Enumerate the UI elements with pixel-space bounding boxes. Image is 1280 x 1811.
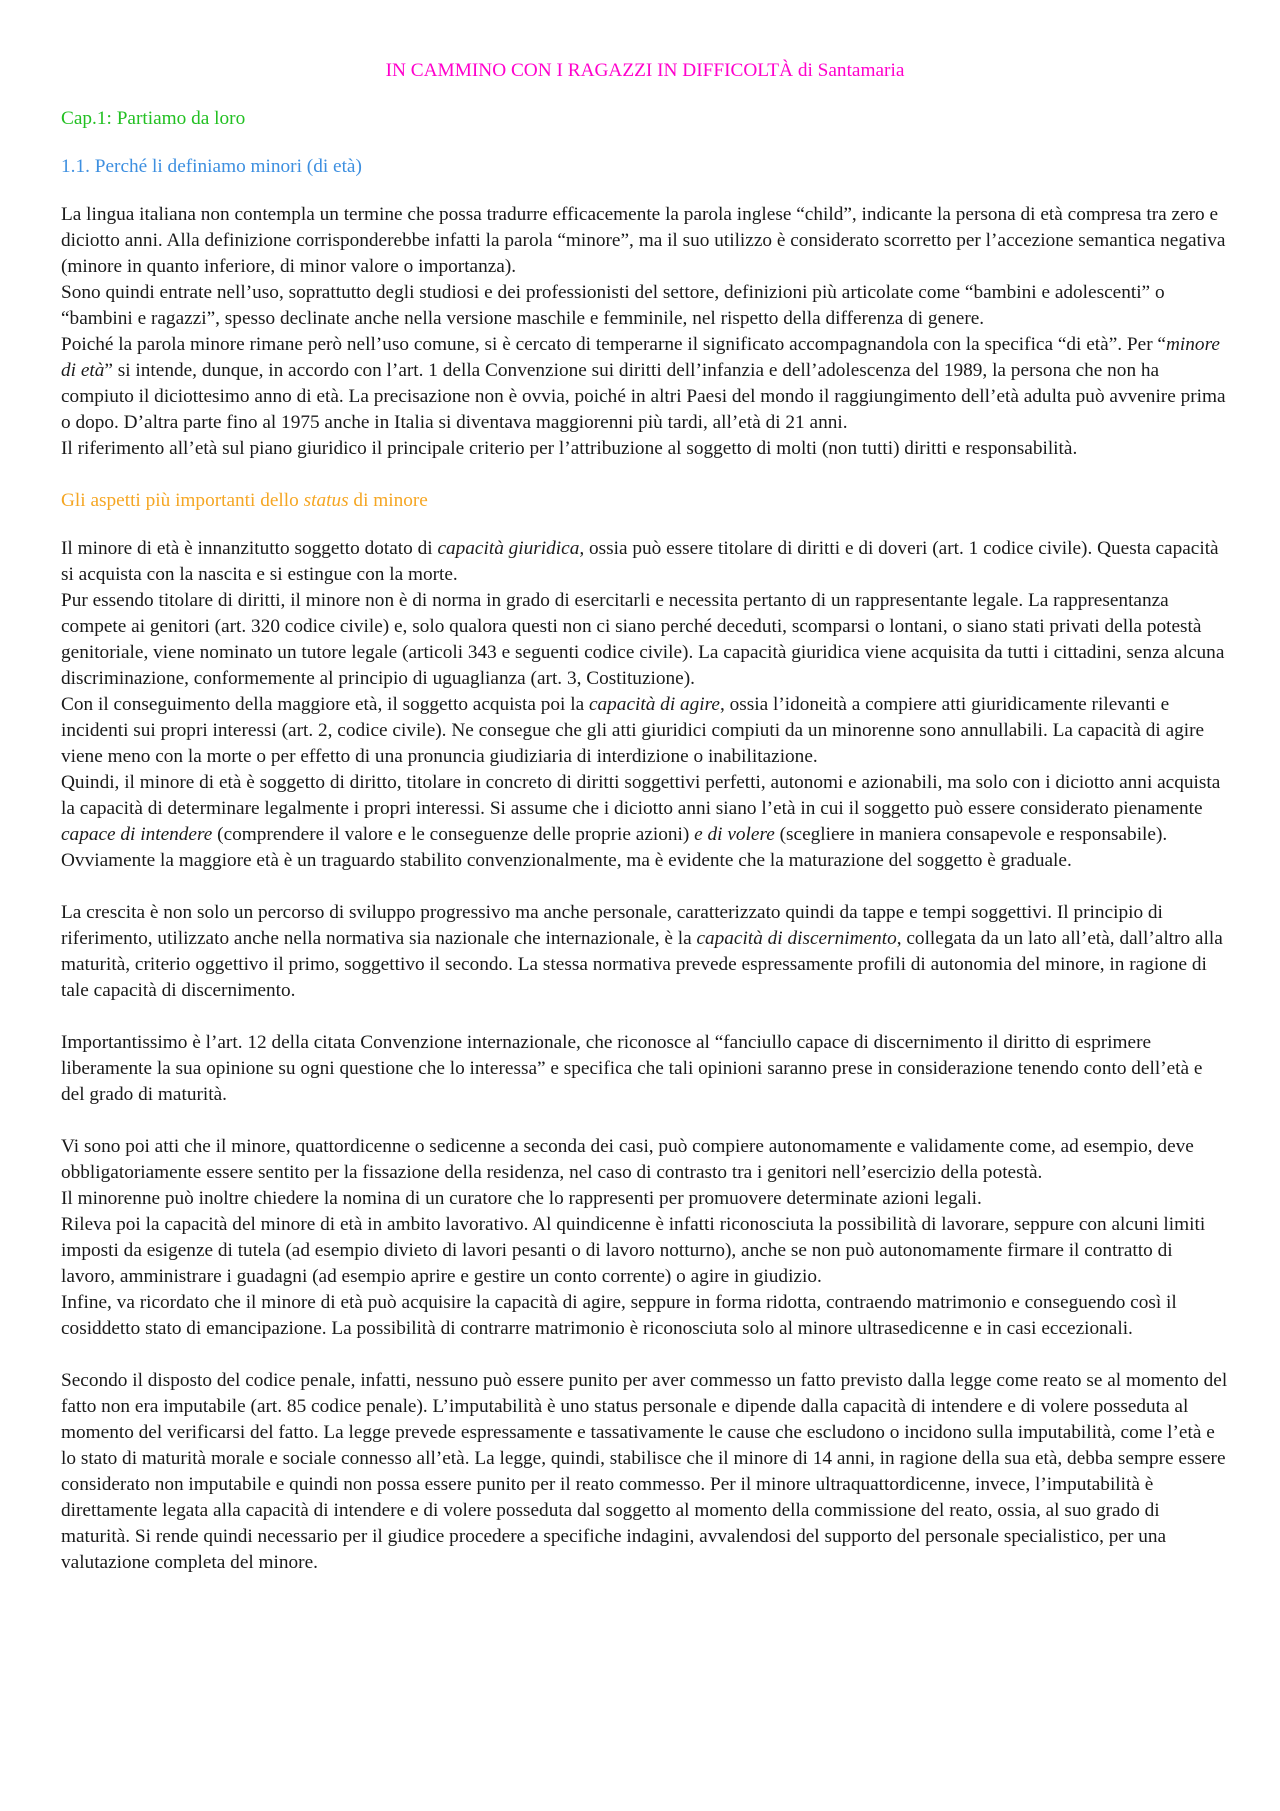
italic-term: e di volere — [694, 824, 775, 845]
paragraph: La lingua italiana non contempla un termine che possa tradurre efficacemente la parola inglese “child”, indicante la persona di età compresa tra zero e diciotto anni. Alla definizione corrisponderebbe infatti la parola “minore”, ma il suo utilizzo è considerato scorretto per l’accezione semantica negativa (minore in quanto inferiore, di minor valore o importanza). — [61, 204, 1226, 277]
paragraph — [61, 332, 1229, 436]
text-run: ” si intende, dunque, in accordo con l’art. 1 della Convenzione sui diritti dell’infanzia e dell’adolescenza del 1989, la persona che non ha compiuto il diciottesimo anno di età. La precisazione non è ovvia, poiché in altri Paesi del mondo il raggiungimento dell’età adulta può avvenire prima o dopo. D’altra parte fino al 1975 anche in Italia si diventava maggiorenni più tardi, all’età di 21 anni. — [61, 360, 1226, 433]
italic-term: capacità di discernimento — [696, 928, 897, 949]
text-run: Gli aspetti più importanti dello — [61, 490, 304, 511]
italic-term: status — [303, 490, 349, 511]
text-run: Il minore di età è innanzitutto soggetto dotato di — [61, 538, 438, 559]
subheading — [61, 488, 1229, 514]
paragraph: Vi sono poi atti che il minore, quattordicenne o sedicenne a seconda dei casi, può compiere autonomamente e validamente come, ad esempio, deve obbligatoriamente essere sentito per la fissazione della residenza, nel caso di contrasto tra i genitori nell’esercizio della potestà. — [61, 1136, 1194, 1183]
paragraph — [61, 692, 1229, 770]
text-run: Con il conseguimento della maggiore età, il soggetto acquista poi la — [61, 694, 589, 715]
text-run: (comprendere il valore e le conseguenze delle proprie azioni) — [212, 824, 695, 845]
paragraph: Infine, va ricordato che il minore di età può acquisire la capacità di agire, seppure in forma ridotta, contraendo matrimonio e conseguendo così il cosiddetto stato di emancipazione. La possibilità di contrarre matrimonio è riconosciuta solo al minore ultrasedicenne e in casi eccezionali. — [61, 1292, 1177, 1339]
paragraph-block-acts — [61, 1134, 1229, 1342]
chapter-heading: Cap.1: Partiamo da loro — [61, 108, 246, 129]
paragraph-block-convention — [61, 1030, 1229, 1108]
text-run: Quindi, il minore di età è soggetto di diritto, titolare in concreto di diritti soggettivi perfetti, autonomi e azionabili, ma solo con i diciotto anni acquista la capacità di determinare legalmente i propri interessi. Si assume che i diciotto anni siano l’età in cui il soggetto può essere considerato pienamente — [61, 772, 1221, 819]
paragraph: Sono quindi entrate nell’uso, soprattutto degli studiosi e dei professionisti del settore, definizioni più articolate come “bambini e adolescenti” o “bambini e ragazzi”, spesso declinate anche nella versione maschile e femminile, nel rispetto della differenza di genere. — [61, 282, 1165, 329]
paragraph: Secondo il disposto del codice penale, infatti, nessuno può essere punito per aver commesso un fatto previsto dalla legge come reato se al momento del fatto non era imputabile (art. 85 codice penale). L’imputabilità è uno status personale e dipende dalla capacità di intendere e di volere posseduta al momento del verificarsi del fatto. La legge prevede espressamente e tassativamente le cause che escludono o incidono sulla imputabilità, come l’età e lo stato di maturità morale e sociale connesso all’età. La legge, quindi, stabilisce che il minore di 14 anni, in ragione della sua età, debba sempre essere considerato non imputabile e quindi non possa essere punito per il reato commesso. Per il minore ultraquattordicenne, invece, l’imputabilità è direttamente legata alla capacità di intendere e di volere posseduta dal soggetto al momento della commissione del reato, ossia, al suo grado di maturità. Si rende quindi necessario per il giudice procedere a specifiche indagini, avvalendosi del supporto del personale specialistico, per una valutazione completa del minore. — [61, 1370, 1228, 1573]
italic-term: capace di intendere — [61, 824, 213, 845]
text-run: La crescita è non solo un percorso di sviluppo progressivo ma anche personale, caratterizzato quindi da tappe e tempi soggettivi. Il principio di riferimento, utilizzato anche nella normativa sia nazionale che internazionale, è la — [61, 902, 1163, 949]
paragraph-block-penal — [61, 1368, 1229, 1576]
paragraph — [61, 900, 1229, 1004]
paragraph: Pur essendo titolare di diritti, il minore non è di norma in grado di esercitarli e necessita pertanto di un rappresentante legale. La rappresentanza compete ai genitori (art. 320 codice civile) e, solo qualora questi non ci siano perché deceduti, scomparsi o lontani, o siano stati privati della potestà genitoriale, viene nominato un tutore legale (articoli 343 e seguenti codice civile). La capacità giuridica viene acquisita da tutti i cittadini, senza alcuna discriminazione, conformemente al principio di uguaglianza (art. 3, Costituzione). — [61, 590, 1225, 689]
paragraph-block-status — [61, 536, 1229, 874]
text-run: Poiché la parola minore rimane però nell’uso comune, si è cercato di temperarne il significato accompagnandola con la specifica “di età”. Per “ — [61, 334, 1166, 355]
document-page — [61, 58, 1229, 1602]
italic-term: minore di età — [61, 334, 1220, 381]
text-run: , ossia l’idoneità a compiere atti giuridicamente rilevanti e incidenti sui propri interessi (art. 2, codice civile). Ne consegue che gli atti giuridici compiuti da un minorenne sono annullabili. La capacità di agire viene meno con la morte o per effetto di una pronuncia giudiziaria di interdizione o inabilitazione. — [61, 694, 1205, 767]
text-run: di minore — [348, 490, 428, 511]
paragraph: Il riferimento all’età sul piano giuridico il principale criterio per l’attribuzione al soggetto di molti (non tutti) diritti e responsabilità. — [61, 438, 1078, 459]
paragraph: Il minorenne può inoltre chiedere la nomina di un curatore che lo rappresenti per promuovere determinate azioni legali. — [61, 1188, 982, 1209]
italic-term: capacità di agire — [588, 694, 720, 715]
italic-term: capacità giuridica, — [437, 538, 585, 559]
text-run: , collegata da un lato all’età, dall’altro alla maturità, criterio oggettivo il primo, soggettivo il secondo. La stessa normativa prevede espressamente profili di autonomia del minore, in ragione di tale capacità di discernimento. — [61, 928, 1223, 1001]
document-title: IN CAMMINO CON I RAGAZZI IN DIFFICOLTÀ di Santamaria — [385, 60, 905, 81]
text-run: ossia può essere titolare di diritti e di doveri (art. 1 codice civile). Questa capacità si acquista con la nascita e si estingue con la morte. — [61, 538, 1219, 585]
paragraph: Importantissimo è l’art. 12 della citata Convenzione internazionale, che riconosce al “fanciullo capace di discernimento il diritto di esprimere liberamente la sua opinione su ogni questione che lo interessa” e specifica che tali opinioni saranno prese in considerazione tenendo conto dell’età e del grado di maturità. — [61, 1032, 1203, 1105]
paragraph-block-growth — [61, 900, 1229, 1004]
paragraph — [61, 770, 1229, 874]
paragraph — [61, 536, 1229, 588]
section-heading: 1.1. Perché li definiamo minori (di età) — [61, 156, 362, 177]
paragraph: Rileva poi la capacità del minore di età in ambito lavorativo. Al quindicenne è infatti riconosciuta la possibilità di lavorare, seppure con alcuni limiti imposti da esigenze di tutela (ad esempio divieto di lavori pesanti o di lavoro notturno), anche se non può autonomamente firmare il contratto di lavoro, amministrare i guadagni (ad esempio aprire e gestire un conto corrente) o agire in giudizio. — [61, 1214, 1206, 1287]
text-run: (scegliere in maniera consapevole e responsabile). Ovviamente la maggiore età è un traguardo stabilito convenzionalmente, ma è evidente che la maturazione del soggetto è graduale. — [61, 824, 1168, 871]
paragraph-block-definition — [61, 202, 1229, 462]
